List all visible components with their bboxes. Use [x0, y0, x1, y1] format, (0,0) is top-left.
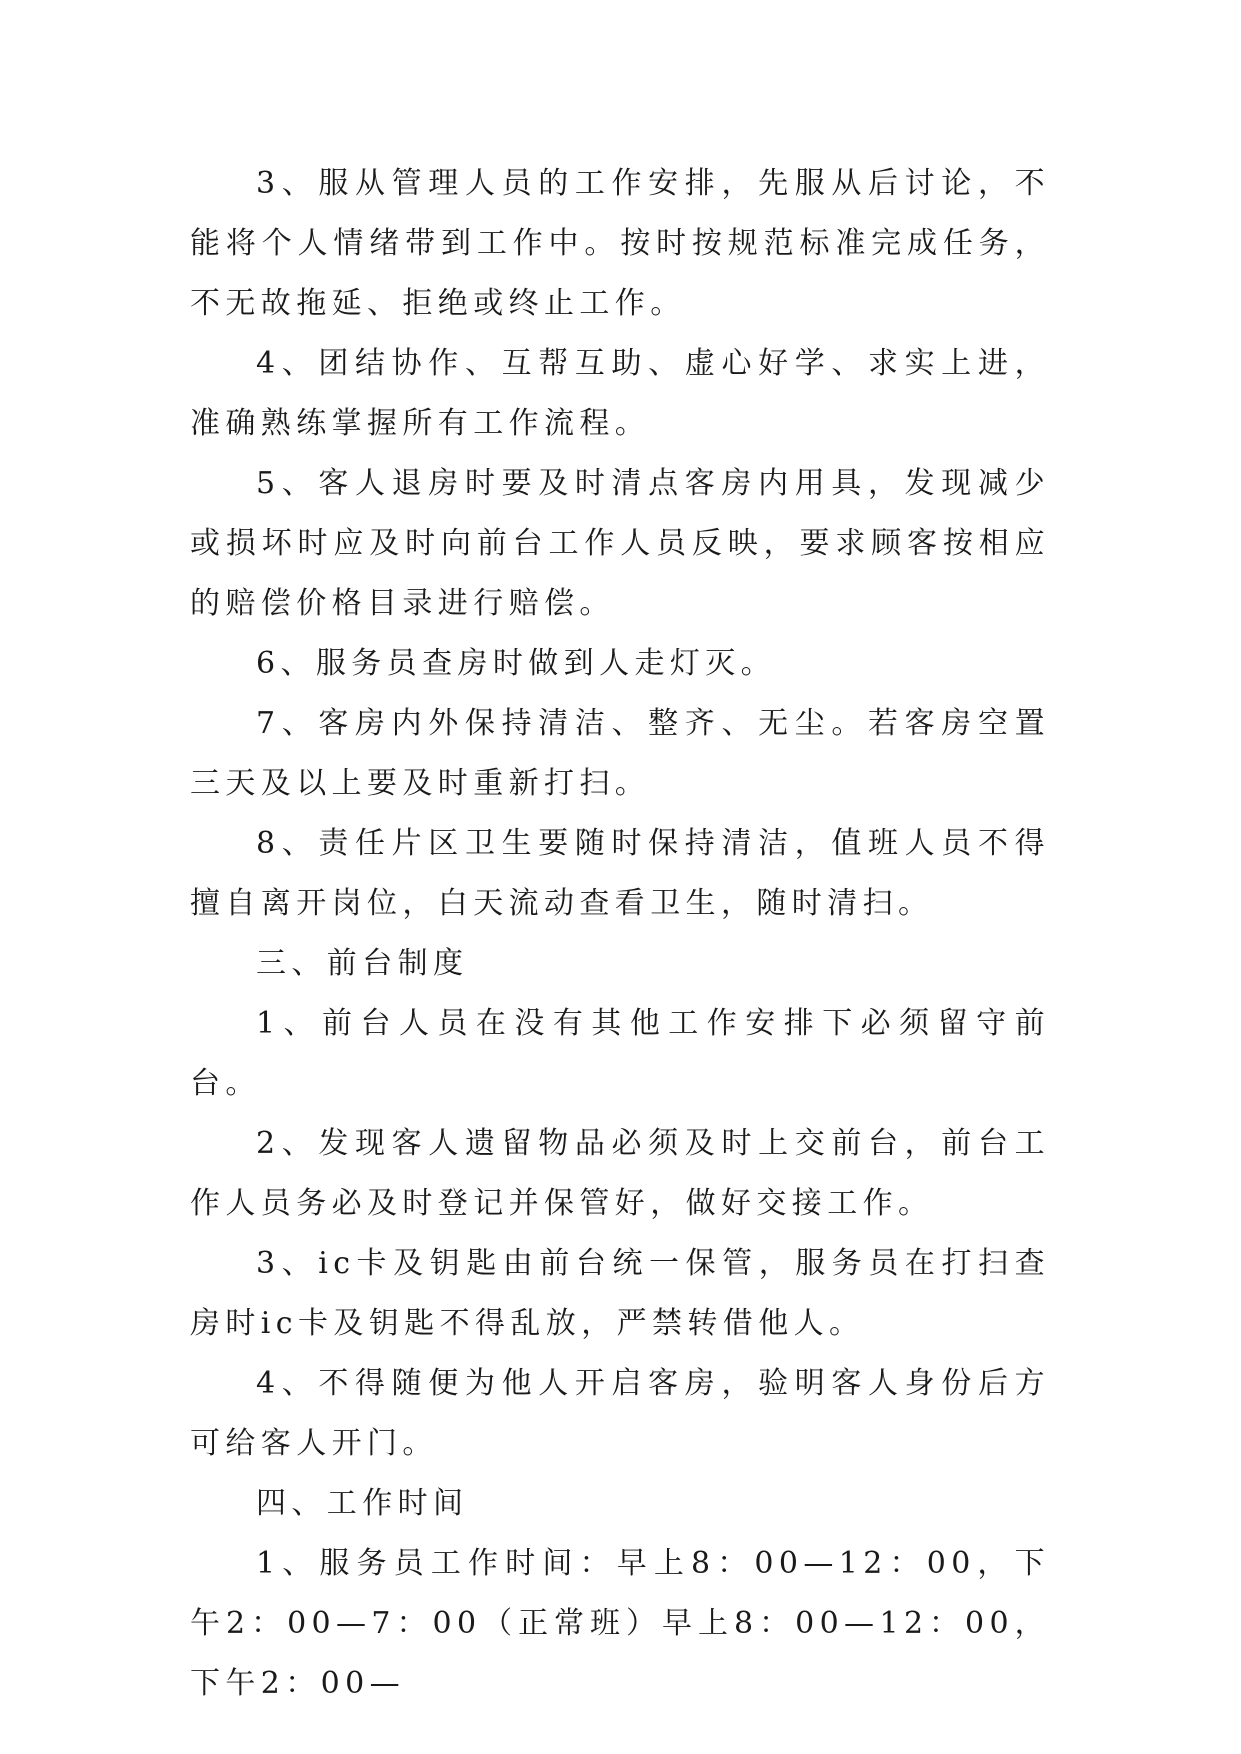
paragraph-work-hours-1: 1、服务员工作时间：早上8：00—12：00，下午2：00—7：00（正常班）早上8：00—12：00，下午2：00— [190, 1546, 1050, 1701]
paragraph-rule-6: 6、服务员查房时做到人走灯灭。 [256, 646, 777, 681]
paragraph-front-desk-1: 1、前台人员在没有其他工作安排下必须留守前台。 [190, 1006, 1050, 1101]
paragraph-rule-3: 3、服从管理人员的工作安排，先服从后讨论，不能将个人情绪带到工作中。按时按规范标准完成任务，不无故拖延、拒绝或终止工作。 [190, 166, 1050, 321]
paragraph-front-desk-3: 3、ic卡及钥匙由前台统一保管，服务员在打扫查房时ic卡及钥匙不得乱放，严禁转借他人。 [190, 1246, 1050, 1341]
paragraph-front-desk-2: 2、发现客人遗留物品必须及时上交前台，前台工作人员务必及时登记并保管好，做好交接工作。 [190, 1126, 1050, 1221]
section-heading-work-hours: 四、工作时间 [256, 1486, 469, 1521]
document-body [190, 154, 1050, 1714]
paragraph-rule-4: 4、团结协作、互帮互助、虚心好学、求实上进，准确熟练掌握所有工作流程。 [190, 346, 1050, 441]
paragraph-rule-5: 5、客人退房时要及时清点客房内用具，发现减少或损坏时应及时向前台工作人员反映，要求顾客按相应的赔偿价格目录进行赔偿。 [190, 466, 1050, 621]
paragraph-rule-8: 8、责任片区卫生要随时保持清洁，值班人员不得擅自离开岗位，白天流动查看卫生，随时清扫。 [190, 826, 1050, 921]
paragraph-rule-7: 7、客房内外保持清洁、整齐、无尘。若客房空置三天及以上要及时重新打扫。 [190, 706, 1050, 801]
section-heading-front-desk: 三、前台制度 [256, 946, 469, 981]
paragraph-front-desk-4: 4、不得随便为他人开启客房，验明客人身份后方可给客人开门。 [190, 1366, 1050, 1461]
